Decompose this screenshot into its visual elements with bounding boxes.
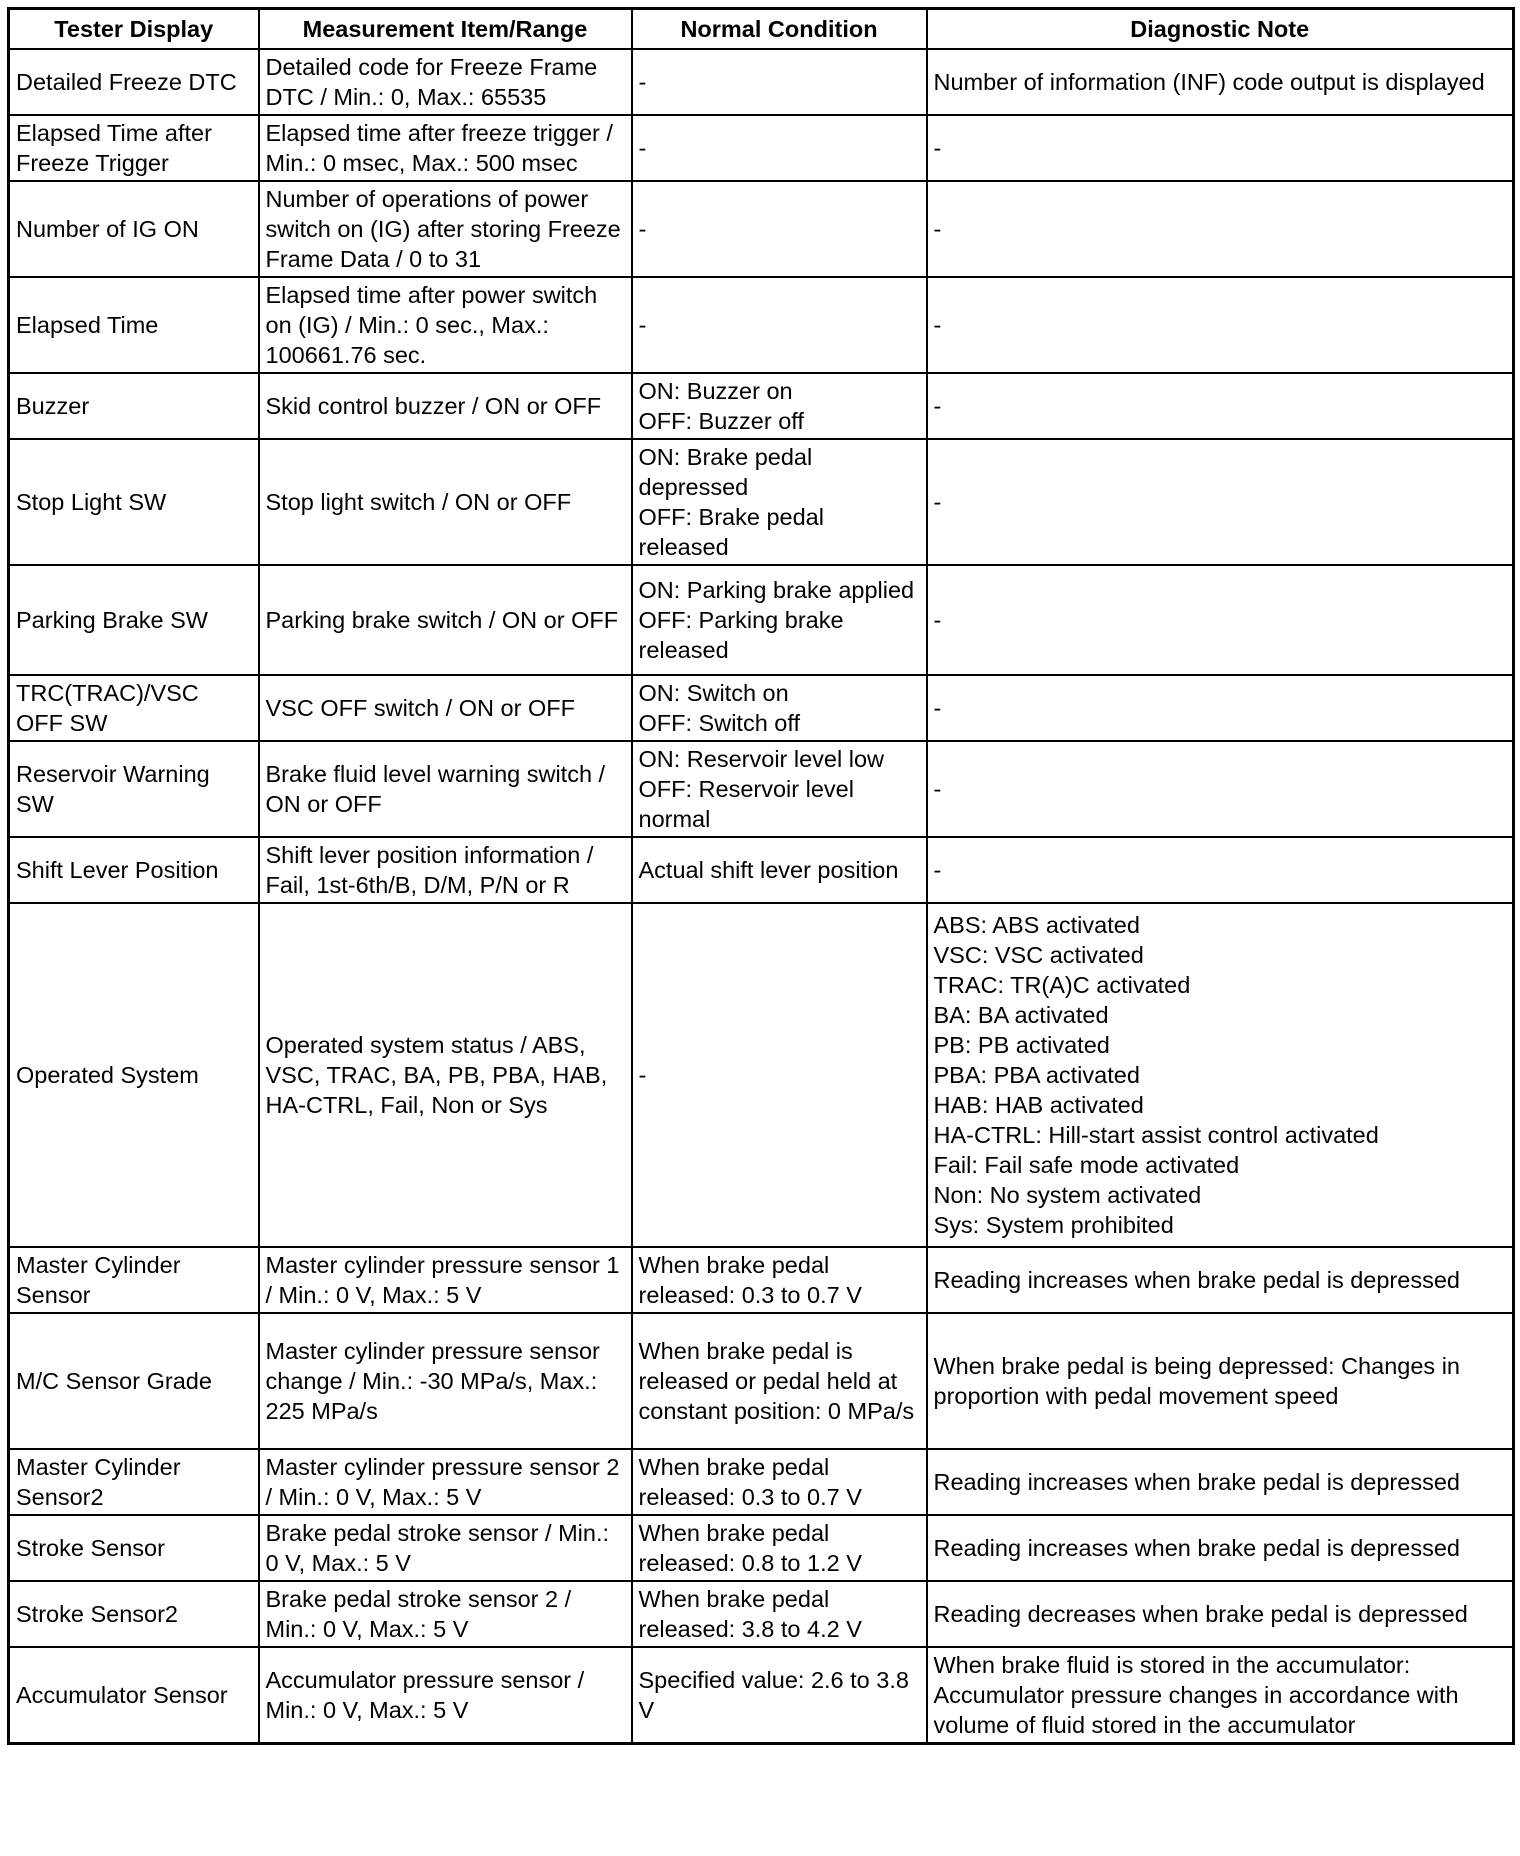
data-list-table (7, 7, 1515, 1745)
cell-normal-condition: ON: Parking brake applied OFF: Parking brake released (632, 565, 927, 675)
cell-normal-condition: - (632, 903, 927, 1247)
cell-tester-display: Number of IG ON (9, 181, 259, 277)
table-row (9, 1647, 1514, 1744)
cell-diagnostic-note: - (927, 277, 1514, 373)
table-row (9, 1515, 1514, 1581)
cell-measurement-range: Brake pedal stroke sensor 2 / Min.: 0 V, Max.: 5 V (259, 1581, 632, 1647)
cell-diagnostic-note: - (927, 565, 1514, 675)
cell-normal-condition: - (632, 115, 927, 181)
table-row (9, 439, 1514, 565)
cell-normal-condition: ON: Reservoir level low OFF: Reservoir level normal (632, 741, 927, 837)
table-row (9, 49, 1514, 115)
table-row (9, 903, 1514, 1247)
cell-measurement-range: Brake fluid level warning switch / ON or OFF (259, 741, 632, 837)
cell-measurement-range: Brake pedal stroke sensor / Min.: 0 V, Max.: 5 V (259, 1515, 632, 1581)
cell-normal-condition: ON: Switch on OFF: Switch off (632, 675, 927, 741)
cell-tester-display: Parking Brake SW (9, 565, 259, 675)
cell-measurement-range: Master cylinder pressure sensor 2 / Min.: 0 V, Max.: 5 V (259, 1449, 632, 1515)
table-row (9, 675, 1514, 741)
cell-diagnostic-note: Reading increases when brake pedal is depressed (927, 1449, 1514, 1515)
cell-measurement-range: Master cylinder pressure sensor 1 / Min.: 0 V, Max.: 5 V (259, 1247, 632, 1313)
cell-normal-condition: Specified value: 2.6 to 3.8 V (632, 1647, 927, 1744)
cell-diagnostic-note: Number of information (INF) code output is displayed (927, 49, 1514, 115)
cell-measurement-range: Elapsed time after freeze trigger / Min.: 0 msec, Max.: 500 msec (259, 115, 632, 181)
cell-normal-condition: When brake pedal released: 0.3 to 0.7 V (632, 1247, 927, 1313)
cell-measurement-range: Accumulator pressure sensor / Min.: 0 V, Max.: 5 V (259, 1647, 632, 1744)
table-row (9, 1449, 1514, 1515)
cell-tester-display: Accumulator Sensor (9, 1647, 259, 1744)
cell-tester-display: Buzzer (9, 373, 259, 439)
cell-normal-condition: - (632, 49, 927, 115)
header-row (9, 9, 1514, 50)
cell-tester-display: Stroke Sensor (9, 1515, 259, 1581)
cell-tester-display: Operated System (9, 903, 259, 1247)
header-tester-display: Tester Display (9, 9, 259, 50)
cell-diagnostic-note: Reading increases when brake pedal is depressed (927, 1515, 1514, 1581)
cell-diagnostic-note: ABS: ABS activated VSC: VSC activated TRAC: TR(A)C activated BA: BA activated PB: PB activated PBA: PBA activated HAB: HAB activated HA-CTRL: Hill-start assist control activated Fail: Fail safe mode activated Non: No system activated Sys: System prohibited (927, 903, 1514, 1247)
cell-measurement-range: Skid control buzzer / ON or OFF (259, 373, 632, 439)
table-row (9, 277, 1514, 373)
table-row (9, 115, 1514, 181)
table-row (9, 741, 1514, 837)
header-measurement-item: Measurement Item/Range (259, 9, 632, 50)
cell-measurement-range: VSC OFF switch / ON or OFF (259, 675, 632, 741)
cell-diagnostic-note: - (927, 181, 1514, 277)
cell-tester-display: Master Cylinder Sensor2 (9, 1449, 259, 1515)
header-normal-condition: Normal Condition (632, 9, 927, 50)
cell-normal-condition: Actual shift lever position (632, 837, 927, 903)
cell-measurement-range: Parking brake switch / ON or OFF (259, 565, 632, 675)
cell-normal-condition: ON: Brake pedal depressed OFF: Brake pedal released (632, 439, 927, 565)
cell-tester-display: M/C Sensor Grade (9, 1313, 259, 1449)
table-row (9, 1313, 1514, 1449)
cell-tester-display: Master Cylinder Sensor (9, 1247, 259, 1313)
cell-normal-condition: When brake pedal is released or pedal held at constant position: 0 MPa/s (632, 1313, 927, 1449)
cell-normal-condition: When brake pedal released: 0.8 to 1.2 V (632, 1515, 927, 1581)
header-diagnostic-note: Diagnostic Note (927, 9, 1514, 50)
table-row (9, 565, 1514, 675)
cell-tester-display: Elapsed Time (9, 277, 259, 373)
cell-measurement-range: Number of operations of power switch on (IG) after storing Freeze Frame Data / 0 to 31 (259, 181, 632, 277)
cell-diagnostic-note: - (927, 439, 1514, 565)
cell-normal-condition: ON: Buzzer on OFF: Buzzer off (632, 373, 927, 439)
cell-diagnostic-note: - (927, 741, 1514, 837)
cell-tester-display: Stroke Sensor2 (9, 1581, 259, 1647)
cell-measurement-range: Master cylinder pressure sensor change / Min.: -30 MPa/s, Max.: 225 MPa/s (259, 1313, 632, 1449)
cell-normal-condition: When brake pedal released: 3.8 to 4.2 V (632, 1581, 927, 1647)
cell-tester-display: Shift Lever Position (9, 837, 259, 903)
cell-diagnostic-note: - (927, 675, 1514, 741)
cell-normal-condition: When brake pedal released: 0.3 to 0.7 V (632, 1449, 927, 1515)
cell-tester-display: Stop Light SW (9, 439, 259, 565)
table-row (9, 1247, 1514, 1313)
cell-diagnostic-note: When brake pedal is being depressed: Changes in proportion with pedal movement speed (927, 1313, 1514, 1449)
cell-diagnostic-note: - (927, 115, 1514, 181)
table-row (9, 181, 1514, 277)
cell-measurement-range: Elapsed time after power switch on (IG) / Min.: 0 sec., Max.: 100661.76 sec. (259, 277, 632, 373)
table-row (9, 1581, 1514, 1647)
table-row (9, 373, 1514, 439)
cell-diagnostic-note: When brake fluid is stored in the accumulator: Accumulator pressure changes in accordance with volume of fluid stored in the accumulator (927, 1647, 1514, 1744)
cell-tester-display: Elapsed Time after Freeze Trigger (9, 115, 259, 181)
cell-normal-condition: - (632, 181, 927, 277)
cell-tester-display: Reservoir Warning SW (9, 741, 259, 837)
cell-measurement-range: Detailed code for Freeze Frame DTC / Min.: 0, Max.: 65535 (259, 49, 632, 115)
cell-tester-display: Detailed Freeze DTC (9, 49, 259, 115)
cell-tester-display: TRC(TRAC)/VSC OFF SW (9, 675, 259, 741)
cell-normal-condition: - (632, 277, 927, 373)
table-row (9, 837, 1514, 903)
cell-diagnostic-note: - (927, 837, 1514, 903)
cell-measurement-range: Stop light switch / ON or OFF (259, 439, 632, 565)
cell-measurement-range: Operated system status / ABS, VSC, TRAC, BA, PB, PBA, HAB, HA-CTRL, Fail, Non or Sys (259, 903, 632, 1247)
cell-measurement-range: Shift lever position information / Fail, 1st-6th/B, D/M, P/N or R (259, 837, 632, 903)
cell-diagnostic-note: Reading decreases when brake pedal is depressed (927, 1581, 1514, 1647)
cell-diagnostic-note: - (927, 373, 1514, 439)
cell-diagnostic-note: Reading increases when brake pedal is depressed (927, 1247, 1514, 1313)
